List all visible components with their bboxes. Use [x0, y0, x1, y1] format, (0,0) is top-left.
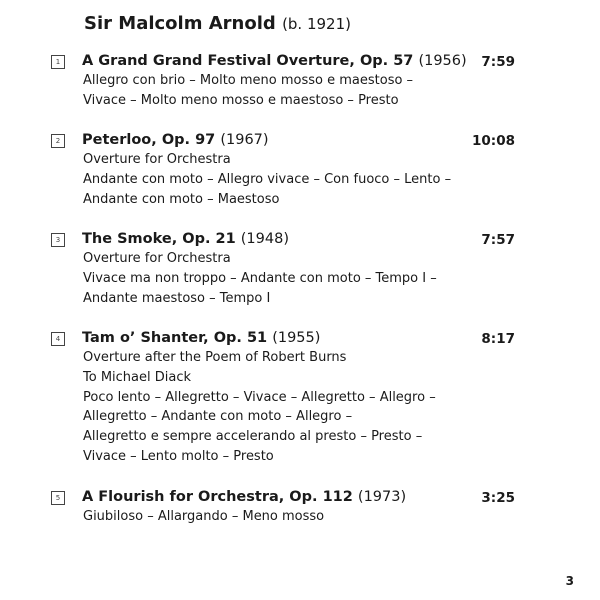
movement-line: Andante maestoso – Tempo I [83, 290, 271, 306]
track-duration: 7:59 [481, 54, 515, 70]
movement-line: Giubiloso – Allargando – Meno mosso [83, 509, 325, 524]
movement-line: Andante con moto – Maestoso [83, 191, 280, 207]
movement-line: To Michael Diack [83, 369, 192, 385]
movement-line: Allegretto – Andante con moto – Allegro – [83, 409, 353, 425]
track-title-text: The Smoke, Op. 21 [82, 231, 236, 247]
composer-name: Sir Malcolm Arnold [84, 13, 276, 34]
movement-line: Overture after the Poem of Robert Burns [83, 350, 347, 365]
track-title [82, 129, 269, 151]
movement-line: Allegro con brio – Molto meno mosso e maestoso – [83, 73, 414, 88]
composer-heading [84, 12, 351, 36]
track-year: (1955) [272, 330, 321, 346]
track-title-text: Tam o’ Shanter, Op. 51 [82, 330, 268, 346]
movement-line: Poco lento – Allegretto – Vivace – Allegretto – Allegro – [83, 389, 436, 405]
track-title [82, 228, 289, 250]
movement-line: Allegretto e sempre accelerando al presto – Presto – [83, 429, 423, 445]
page-number: 3 [565, 574, 574, 588]
movement-line: Overture for Orchestra [83, 251, 231, 266]
movement-line: Vivace ma non troppo – Andante con moto – Tempo I – [83, 270, 437, 286]
track-number-box: 4 [51, 332, 65, 346]
movement-line: Vivace – Lento molto – Presto [83, 448, 274, 464]
track-duration: 7:57 [481, 232, 515, 248]
movement-line: Vivace – Molto meno mosso e maestoso – Presto [83, 92, 399, 108]
track-number-box: 1 [51, 55, 65, 69]
track-number-box: 2 [51, 134, 65, 148]
track-title [82, 50, 467, 72]
track-title-text: A Grand Grand Festival Overture, Op. 57 [82, 53, 414, 69]
track-title [82, 327, 320, 349]
track-year: (1948) [240, 231, 289, 247]
track-number-box: 3 [51, 233, 65, 247]
composer-years: (b. 1921) [282, 15, 351, 33]
track-title [82, 486, 406, 508]
track-movements [83, 71, 413, 111]
track-movements [83, 249, 437, 308]
track-movements [83, 348, 436, 467]
track-duration: 8:17 [481, 331, 515, 347]
track-number-box: 5 [51, 491, 65, 505]
track-title-text: A Flourish for Orchestra, Op. 112 [82, 489, 353, 505]
track-movements [83, 150, 451, 209]
track-duration: 10:08 [472, 133, 515, 149]
track-year: (1967) [220, 132, 269, 148]
track-year: (1973) [357, 489, 407, 505]
movement-line: Overture for Orchestra [83, 152, 231, 167]
track-title-text: Peterloo, Op. 97 [82, 132, 216, 148]
track-year: (1956) [418, 53, 467, 69]
movement-line: Andante con moto – Allegro vivace – Con fuoco – Lento – [83, 171, 452, 187]
track-duration: 3:25 [481, 490, 515, 506]
track-movements [83, 507, 324, 527]
